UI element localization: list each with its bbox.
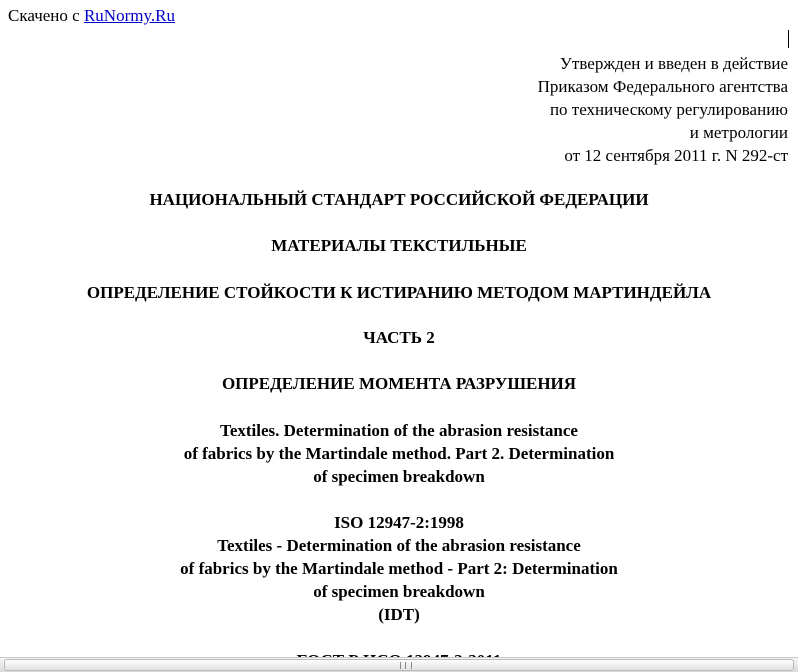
english-title-line: of specimen breakdown [313,467,485,486]
iso-block [0,511,798,626]
runormy-link[interactable]: RuNormy.Ru [83,6,175,25]
horizontal-scrollbar[interactable] [0,657,798,672]
download-source-prefix: Скачено с [8,6,84,25]
materials-heading: МАТЕРИАЛЫ ТЕКСТИЛЬНЫЕ [271,236,527,255]
approval-line: Утвержден и введен в действие [559,54,788,73]
approval-line: и метрологии [689,123,788,142]
part-heading: ЧАСТЬ 2 [363,328,435,347]
grip-icon [400,662,412,669]
english-title [0,419,798,488]
scrollbar-thumb[interactable] [4,659,794,671]
method-heading: ОПРЕДЕЛЕНИЕ СТОЙКОСТИ К ИСТИРАНИЮ МЕТОДОМ МАРТИНДЕЙЛА [86,283,712,302]
iso-number: ISO 12947-2:1998 [334,513,464,532]
english-title-line: Textiles. Determination of the abrasion resistance [220,421,578,440]
national-standard-heading: НАЦИОНАЛЬНЫЙ СТАНДАРТ РОССИЙСКОЙ ФЕДЕРАЦИИ [149,190,649,209]
english-title-line: of fabrics by the Martindale method. Part 2. Determination [183,444,615,463]
iso-title-line: of specimen breakdown [313,582,485,601]
download-source-line [8,6,175,26]
text-cursor [788,30,789,48]
approval-line: от 12 сентября 2011 г. N 292-ст [564,146,788,165]
approval-line: по техническому регулированию [549,100,788,119]
iso-title-line: of fabrics by the Martindale method - Part 2: Determination [180,559,618,578]
iso-equivalence: (IDT) [378,605,420,624]
approval-block [538,52,788,167]
iso-title-line: Textiles - Determination of the abrasion resistance [217,536,581,555]
approval-line: Приказом Федерального агентства [537,77,788,96]
breakdown-heading: ОПРЕДЕЛЕНИЕ МОМЕНТА РАЗРУШЕНИЯ [221,374,577,393]
